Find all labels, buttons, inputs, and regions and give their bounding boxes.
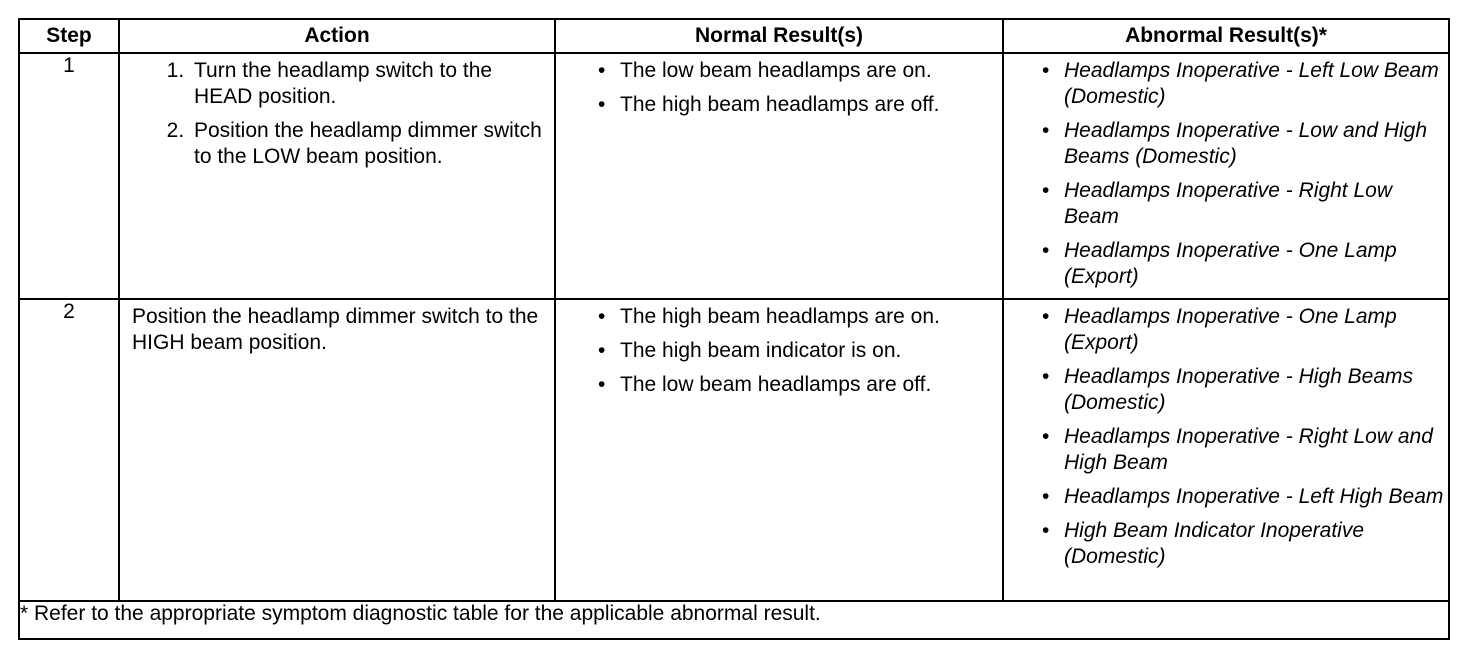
abnormal-result: • Headlamps Inoperative - One Lamp (Export) [1064, 304, 1448, 356]
normal-result: • The high beam headlamps are off. [620, 92, 1002, 118]
action-cell [119, 53, 555, 299]
abnormal-results-list [1004, 304, 1448, 570]
table-row [19, 299, 1449, 601]
action-cell [119, 299, 555, 601]
footnote-row [19, 601, 1449, 639]
abnormal-result: • Headlamps Inoperative - Right Low Beam [1064, 178, 1448, 230]
abnormal-result: • Headlamps Inoperative - Left High Beam [1064, 484, 1448, 510]
abnormal-result: • Headlamps Inoperative - One Lamp (Export) [1064, 238, 1448, 290]
action-step: 1. Turn the headlamp switch to the HEAD position. [190, 58, 554, 110]
normal-results-cell [555, 53, 1003, 299]
abnormal-result: • High Beam Indicator Inoperative (Domestic) [1064, 518, 1448, 570]
abnormal-result: • Headlamps Inoperative - Low and High Beams (Domestic) [1064, 118, 1448, 170]
normal-results-cell [555, 299, 1003, 601]
abnormal-result: • Headlamps Inoperative - Left Low Beam (Domestic) [1064, 58, 1448, 110]
step-number: 1 [19, 53, 119, 299]
abnormal-result: • Headlamps Inoperative - Right Low and High Beam [1064, 424, 1448, 476]
header-normal-results: Normal Result(s) [555, 19, 1003, 53]
action-step: 2. Position the headlamp dimmer switch to the LOW beam position. [190, 118, 554, 170]
normal-result: • The high beam headlamps are on. [620, 304, 1002, 330]
abnormal-results-cell [1003, 53, 1449, 299]
action-steps [120, 58, 554, 170]
step-number: 2 [19, 299, 119, 601]
abnormal-results-list [1004, 58, 1448, 290]
footnote: * Refer to the appropriate symptom diagnostic table for the applicable abnormal result. [19, 601, 1449, 639]
header-row [19, 19, 1449, 53]
header-action: Action [119, 19, 555, 53]
table-row [19, 53, 1449, 299]
normal-result: • The high beam indicator is on. [620, 338, 1002, 364]
normal-results-list [556, 304, 1002, 398]
normal-result: • The low beam headlamps are on. [620, 58, 1002, 84]
header-abnormal-results: Abnormal Result(s)* [1003, 19, 1449, 53]
normal-result: • The low beam headlamps are off. [620, 372, 1002, 398]
action-text: Position the headlamp dimmer switch to the HIGH beam position. [132, 305, 539, 354]
header-step: Step [19, 19, 119, 53]
abnormal-results-cell [1003, 299, 1449, 601]
abnormal-result: • Headlamps Inoperative - High Beams (Domestic) [1064, 364, 1448, 416]
normal-results-list [556, 58, 1002, 118]
diagnostic-table [18, 18, 1450, 640]
